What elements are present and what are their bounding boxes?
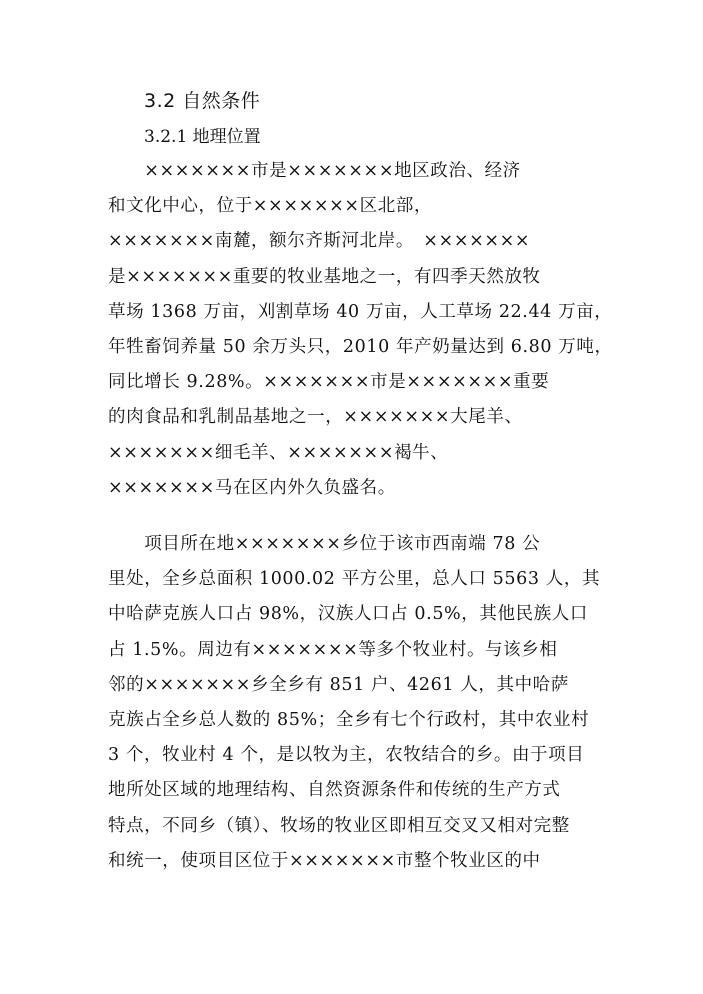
text-line: ×××××××马在区内外久负盛名。 xyxy=(108,477,396,498)
text-line: ×××××××南麓，额尔齐斯河北岸。 ××××××× xyxy=(108,231,531,252)
text-line: 草场 1368 万亩，刈割草场 40 万亩，人工草场 22.44 万亩， xyxy=(108,301,613,322)
text-line: 3 个，牧业村 4 个，是以牧为主，农牧结合的乡。由于项目 xyxy=(108,745,585,766)
text-line: 特点，不同乡（镇）、牧场的牧业区即相互交叉又相对完整 xyxy=(108,815,570,836)
text-line: ×××××××细毛羊、×××××××褐牛、 xyxy=(108,442,449,463)
text-line: 中哈萨克族人口占 98%，汉族人口占 0.5%，其他民族人口 xyxy=(108,604,588,625)
text-line: 邻的×××××××乡全乡有 851 户、4261 人，其中哈萨 xyxy=(108,674,569,695)
text-line: 和文化中心，位于×××××××区北部， xyxy=(108,196,433,217)
text-line: 里处，全乡总面积 1000.02 平方公里，总人口 5563 人，其 xyxy=(108,569,601,590)
text-line: 地所处区域的地理结构、自然资源条件和传统的生产方式 xyxy=(108,780,561,801)
text-line: 和统一，使项目区位于×××××××市整个牧业区的中 xyxy=(108,850,541,871)
text-line: ×××××××市是×××××××地区政治、经济 xyxy=(108,161,521,181)
section-heading: 3.2 自然条件 xyxy=(144,90,261,112)
text-line: 克族占全乡总人数的 85%；全乡有七个行政村，其中农业村 xyxy=(108,709,590,730)
paragraph-project-location xyxy=(108,527,601,879)
text-line: 占 1.5%。周边有×××××××等多个牧业村。与该乡相 xyxy=(108,639,558,660)
text-line: 是×××××××重要的牧业基地之一，有四季天然放牧 xyxy=(108,266,541,287)
paragraph-geography xyxy=(108,154,613,506)
text-line: 同比增长 9.28%。×××××××市是×××××××重要 xyxy=(108,372,550,393)
text-line: 项目所在地×××××××乡位于该市西南端 78 公 xyxy=(108,534,541,554)
text-line: 的肉食品和乳制品基地之一，×××××××大尾羊、 xyxy=(108,407,523,428)
text-line: 年牲畜饲养量 50 余万头只，2010 年产奶量达到 6.80 万吨， xyxy=(108,336,613,357)
subsection-heading: 3.2.1 地理位置 xyxy=(144,127,261,147)
